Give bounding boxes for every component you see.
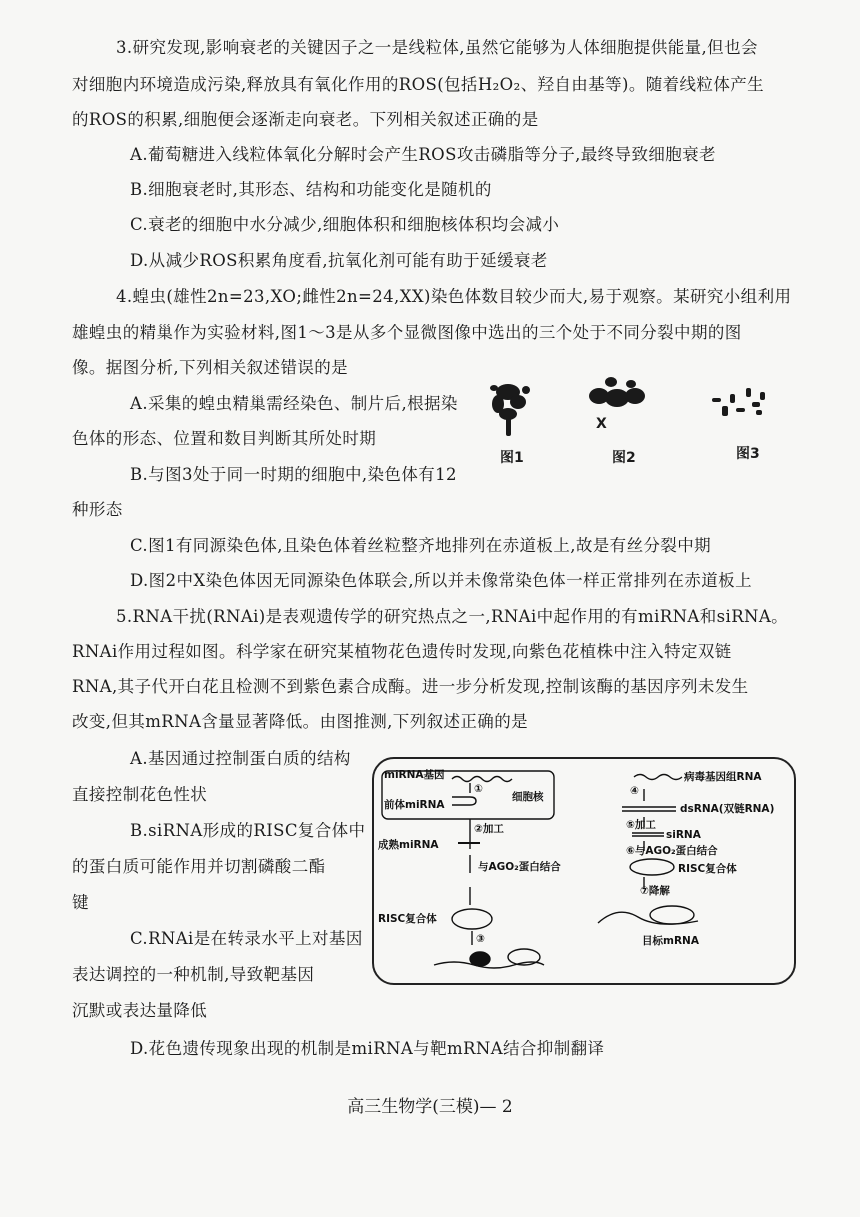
diagram-mirna-gene: miRNA基因: [384, 769, 445, 781]
q5-option-a-line-1: A.基因通过控制蛋白质的结构: [130, 749, 351, 768]
q5-option-b-line-3: 键: [72, 893, 89, 912]
diagram-step-1: ①: [474, 783, 483, 795]
q4-option-b-line-1: B.与图3处于同一时期的细胞中,染色体有12: [130, 465, 457, 484]
q3-option-a: A.葡萄糖进入线粒体氧化分解时会产生ROS攻击磷脂等分子,最终导致细胞衰老: [130, 145, 716, 164]
diagram-step-6-bind-ago2: ⑥与AGO₂蛋白结合: [626, 845, 718, 857]
figure-2-label: 图2: [612, 450, 636, 466]
q3-stem-line-2: 对细胞内环境造成污染,释放具有氧化作用的ROS(包括H₂O₂、羟自由基等)。随着线粒体产生: [72, 75, 765, 94]
q5-option-b-line-1: B.siRNA形成的RISC复合体中: [130, 821, 366, 840]
q3-stem-line-1: 3.研究发现,影响衰老的关键因子之一是线粒体,虽然它能够为人体细胞提供能量,但也会: [116, 38, 758, 57]
diagram-bind-ago2-left: 与AGO₂蛋白结合: [478, 861, 561, 873]
q4-option-b-line-2: 种形态: [72, 500, 123, 519]
q5-stem-line-1: 5.RNA干扰(RNAi)是表观遗传学的研究热点之一,RNAi中起作用的有miRNA和siRNA。: [116, 607, 789, 626]
diagram-viral-rna: 病毒基因组RNA: [684, 771, 762, 783]
q5-stem-line-3: RNA,其子代开白花且检测不到紫色素合成酶。进一步分析发现,控制该酶的基因序列未发生: [72, 677, 749, 696]
q5-stem-line-2: RNAi作用过程如图。科学家在研究某植物花色遗传时发现,向紫色花植株中注入特定双链: [72, 642, 732, 661]
q5-option-a-line-2: 直接控制花色性状: [72, 785, 208, 804]
q5-option-c-line-3: 沉默或表达量降低: [72, 1001, 208, 1020]
diagram-target-mrna: 目标mRNA: [642, 935, 699, 947]
q4-option-a-line-2: 色体的形态、位置和数目判断其所处时期: [72, 429, 377, 448]
q5-option-b-line-2: 的蛋白质可能作用并切割磷酸二酯: [72, 857, 326, 876]
q4-option-a-line-1: A.采集的蝗虫精巢需经染色、制片后,根据染: [130, 394, 458, 413]
q5-option-c-line-1: C.RNAi是在转录水平上对基因: [130, 929, 363, 948]
q5-option-d: D.花色遗传现象出现的机制是miRNA与靶mRNA结合抑制翻译: [130, 1039, 605, 1058]
q3-option-c: C.衰老的细胞中水分减少,细胞体积和细胞核体积均会减小: [130, 215, 560, 234]
diagram-step-7-degradation: ⑦降解: [640, 885, 670, 897]
diagram-nucleus: 细胞核: [512, 791, 544, 803]
q4-stem-line-1: 4.蝗虫(雄性2n=23,XO;雌性2n=24,XX)染色体数目较少而大,易于观察。某研究小组利用: [116, 287, 792, 306]
diagram-dsrna: dsRNA(双链RNA): [680, 803, 775, 815]
q4-stem-line-3: 像。据图分析,下列相关叙述错误的是: [72, 358, 349, 377]
q3-option-d: D.从减少ROS积累角度看,抗氧化剂可能有助于延缓衰老: [130, 251, 548, 270]
diagram-step-4: ④: [630, 785, 639, 797]
q3-option-b: B.细胞衰老时,其形态、结构和功能变化是随机的: [130, 180, 492, 199]
diagram-step-2-processing: ②加工: [474, 823, 504, 835]
diagram-step-3: ③: [476, 933, 485, 945]
figure-1-label: 图1: [500, 450, 524, 466]
q4-option-d: D.图2中X染色体因无同源染色体联会,所以并未像常染色体一样正常排列在赤道板上: [130, 571, 752, 590]
figure-1-chromosomes: [480, 372, 540, 442]
diagram-step-5-processing: ⑤加工: [626, 819, 656, 831]
diagram-mature-mirna: 成熟miRNA: [378, 839, 439, 851]
q3-stem-line-3: 的ROS的积累,细胞便会逐渐走向衰老。下列相关叙述正确的是: [72, 110, 539, 129]
q5-option-c-line-2: 表达调控的一种机制,导致靶基因: [72, 965, 315, 984]
q5-stem-line-4: 改变,但其mRNA含量显著降低。由图推测,下列叙述正确的是: [72, 712, 529, 731]
diagram-sirna: siRNA: [666, 829, 701, 841]
figure-3-chromosomes: [706, 380, 772, 424]
diagram-risc-complex-right: RISC复合体: [678, 863, 737, 875]
rnai-process-diagram: [372, 757, 796, 985]
diagram-risc-complex-left: RISC复合体: [378, 913, 437, 925]
diagram-pre-mirna: 前体miRNA: [384, 799, 445, 811]
figure-2-x-marker: X: [596, 416, 607, 432]
q4-stem-line-2: 雄蝗虫的精巢作为实验材料,图1～3是从多个显微图像中选出的三个处于不同分裂中期的图: [72, 323, 742, 342]
figure-2-chromosomes: [583, 368, 653, 418]
page-footer: 高三生物学(三模)— 2: [347, 1097, 513, 1117]
q4-option-c: C.图1有同源染色体,且染色体着丝粒整齐地排列在赤道板上,故是有丝分裂中期: [130, 536, 712, 555]
figure-3-label: 图3: [736, 446, 760, 462]
